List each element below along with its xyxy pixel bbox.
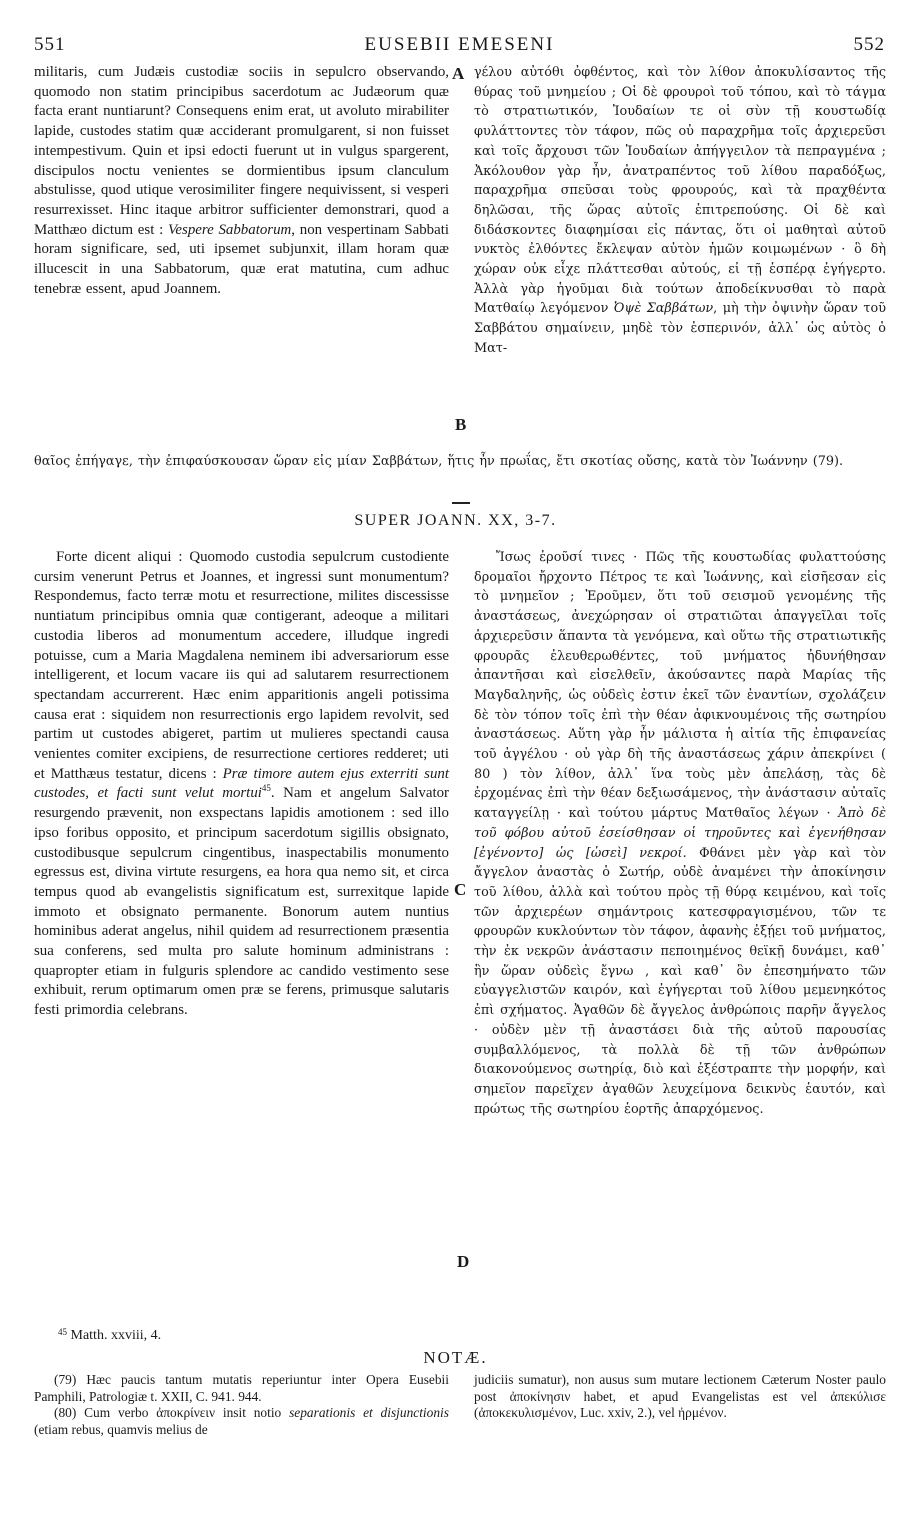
greek-column-mid [474,548,886,1119]
footnote-text: Matth. xxviii, 4. [70,1328,162,1343]
running-title: EUSEBII EMESENI [364,34,555,55]
notes-column-left [34,1372,449,1438]
note-80-continued: judiciis sumatur), non ausus sum mutare lectionem Cæterum Noster paulo post ἀποκίνησιν habet, et apud Evangelistas est vel ἀπεκύλισε (ἀποκεκυλισμένον, Luc. xxiv, 2.), vel ἠρμένον. [474,1372,886,1420]
latin-italic-citation: Præ timore autem ejus exterriti sunt custodes, et facti sunt velut mortui [34,765,449,802]
margin-letter-a: A [452,64,465,83]
page-number-right: 552 [853,34,885,55]
greek-span-text: θαῖος ἐπήγαγε, τὴν ἐπιφαύσκουσαν ὥραν εἰς μίαν Σαββάτων, ἥτις ἦν πρωΐας, ἔτι σκοτίας οὔσης, κατὰ τὸν Ἰωάννην (79). [34,454,844,469]
page-number-left: 551 [34,34,66,55]
footnote-marker: 45 [261,783,271,794]
greek-span-line [34,452,886,472]
footnote-number: 45 [58,1327,67,1337]
margin-letter-d: D [457,1252,470,1271]
page-header [34,34,885,58]
latin-text-top: militaris, cum Judæis custodiæ sociis in sepulcro observando, quomodo non statim principibus sacerdotum ac Judæorum quæ facta erant nuntiarunt? Consequens enim erat, ut avoluto mirabiliter lapide, custodes statim quæ acciderant promulgarent, si non fuisset intempestivum. Quin et ipsi edocti fuerunt ut in vulgus spargerent, discipulos noctu venientes se dormientibus ipsum clanculum abstulisse, quod utique verosimiliter fingere nequivissent, si vesperi resurrexisset. Hinc itaque arbitror sufficienter demonstrari, quod a Matthæo dictum est : [34,64,449,238]
footnote [58,1328,161,1344]
latin-column-mid [34,548,449,1021]
latin-text-mid-2: . Nam et angelum Salvator resurgendo prævenit, non exspectans lapidis amotionem : sed illo ipso foribus opposito, et principum sacerdotum sigillis obsignato, custodibusque sepulcrum cingentibus, inaspectabilis monumento egressus est, divina virtute resurgens, ea hora qua nemo sit, et circa tempus quod ab evangelistis significatum est, surrexitque lapide immoto et obsignato permanente. Bonorum autem nuntius hominibus aderat angelus, nihil quidem ad resurrectionem præsentia sua conferens, sed multa pro salute hominum administrans : quapropter etiam in fulguris splendore ac candido vestimento sese exhibuit, rerum optimarum omen præ se ferens, primusque salutaris festi primordia celebrans. [34,785,449,1019]
greek-italic-quote: Ὀψὲ Σαββάτων [613,301,714,317]
greek-text-mid-1: Ἴσως ἐροῦσί τινες · Πῶς τῆς κουστωδίας φυλαττούσης δρομαῖοι ἤρχοντο Πέτρος τε καὶ Ἰωάννης, καὶ εἰσῆεσαν εἰς τὸ μνημεῖον ; Ἐροῦμεν, ὅτι τοῦ σεισμοῦ γενομένης τῆς ἀναστάσεως, ἀνεχώρησαν οἱ στρατιῶται ἀπαγγεῖλαι τοῖς ἀρχιερεῦσιν ἅπαντα τὰ γενόμενα, καὶ οὕτω τῆς στρατιωτικῆς φρουρᾶς ἐλευθερωθέντες, τοῦ μνήματος ἠδυνήθησαν ἀπαντῆσαι καὶ εἰσελθεῖν, ἀκούσαντες παρὰ Μαρίας τῆς Μαγδαληνῆς, ὡς οὐδεὶς ἐστιν ἐκεῖ τῶν ἐναντίων, σχολάζειν δὲ τὸν τόπον τοῖς ἐπὶ τὴν θέαν ἀφικνουμένοις τῆς σωτηρίου ἀναστάσεως. Αὕτη γὰρ ἦν μάλιστα ἡ αἰτία τῆς ἐπιφανείας τοῦ ἀγγέλου · οὐ γὰρ δὴ τῆς ἀναστάσεως χάριν ἀπεκρίνει ( 80 ) τὸν λίθον, ἀλλ᾽ ἵνα τοὺς μὲν ἀπελάσῃ, τὰς δὲ ἐρχομένας ἐπὶ τὴν θέαν δεξιωσάμενος, τὴν ἀνάστασιν αὐταῖς καταγγείλῃ · καὶ τούτου μάρτυς Ματθαῖος λέγων · [474,550,886,822]
margin-letter-b: B [455,415,467,434]
notes-column-right [474,1372,886,1422]
greek-column-top [474,63,886,359]
greek-text-top-end: , μὴ τὴν ὀψινὴν ὥραν τοῦ Σαββάτου σημαίνειν, μηδὲ τὸν ἑσπερινόν, ἀλλ᾽ ὡς αὐτὸς ὁ Ματ- [474,301,886,356]
section-divider [452,502,470,504]
note-79: (79) Hæc paucis tantum mutatis reperiuntur inter Opera Eusebii Pamphili, Patrologiæ t. XXII, C. 941. 944. [34,1372,449,1404]
note-80-text-a: (80) Cum verbo ἀποκρίνειν insit notio [54,1405,282,1420]
greek-text-top: γέλου αὐτόθι ὀφθέντος, καὶ τὸν λίθον ἀποκυλίσαντος τῆς θύρας τοῦ μνημείου ; Οἱ δὲ φρουροὶ τοῦ τόπου, καὶ τὸ τάγμα τὸ στρατιωτικόν, Ἰουδαίων τε οἱ σὺν τῇ κουστωδίᾳ φυλάττοντες τὸν τάφον, πῶς οὐ παραχρῆμα τοῖς ἀρχιερεῦσι καὶ τοῖς ἄρχουσι τῶν Ἰουδαίων ἀπήγγειλον τὰ πεπραγμένα ; Ἀκόλουθον γὰρ ἦν, ἀνατραπέντος τοῦ λίθου παραδόξως, παραχρῆμα σπεῦσαι τοὺς φρουρούς, καὶ τὰ πραχθέντα δηλῶσαι, τῆς ὥρας αὐτοῖς ἐπιτρεπούσης. Οἱ δὲ καὶ διδάσκοντες διαφημίσαι εἰς πάντας, ὅτι οἱ μαθηταὶ αὐτοῦ νυκτὸς ἐλθόντες ἔκλεψαν αὐτὸν ἡμῶν κοιμωμένων · ὃ δὴ χώραν οὐκ εἶχε πλάττεσθαι αὐτούς, εἰ τῇ ἑσπέρᾳ ἐγήγερτο. Ἀλλὰ γὰρ ἡγοῦμαι διὰ τούτων ἀποδείκνυσθαι τὸ παρὰ Ματθαίῳ λεγόμενον [474,65,886,317]
margin-letter-c: C [454,880,467,899]
latin-italic-quote: Vespere Sabbatorum [167,221,292,238]
notes-title: NOTÆ. [423,1348,488,1367]
note-80 [34,1405,449,1438]
note-80-italic: separationis et disjunctionis [289,1405,449,1420]
greek-text-mid-2: Φθάνει μὲν γὰρ καὶ τὸν ἄγγελον ἀναστὰς ὁ Σωτήρ, οὐδὲ ἀναμένει τὴν ἀποκίνησιν τοῦ λίθου, ἀλλὰ καὶ τούτου πρὸς τῇ θύρᾳ κειμένου, καὶ τοῖς τῶν ἀρχιερέων σημάντροις κατεσφραγισμένου, τῶν τε φρουρῶν κυκλούντων τὸν τάφον, ἀφανὴς ἐξῄει τοῦ μνήματος, τὴν ἐκ νεκρῶν ἀνάστασιν πεποιημένος θεϊκῇ δυνάμει, καθ᾽ ἣν ὥραν οὐδεὶς ἔγνω , καὶ καθ᾽ ὃν ἐπεσημήνατο τῶν εὐαγγελιστῶν καιρόν, καὶ ἐγήγερται τοῦ λίθου μεμενηκότος ἐπὶ σχήματος. Ἀγαθῶν δὲ ἄγγελος ἀνθρώποις παρῆν ἄγγελος · οὐδὲν μὲν τῇ ἀναστάσει διὰ τῆς αὐτοῦ παρουσίας συμβαλλόμενος, τὰ πολλὰ δὲ τῇ τῶν ἀνθρώπων διακονούμενος σωτηρίᾳ, διὸ καὶ ἐξέστραπτε τὴν μορφήν, καὶ σημεῖον παρεῖχεν ἀγαθῶν λευχείμονα δεικνὺς ἑαυτόν, καὶ πρώτως τῆς σωτηρίου ἑορτῆς ἀπαρχόμενος. [474,845,886,1117]
note-80-text-b: (etiam rebus, quamvis melius de [34,1421,208,1437]
latin-text-mid-1: Forte dicent aliqui : Quomodo custodia sepulcrum custodiente cursim venerunt Petrus et Joannes, et ingressi sunt monumentum? Respondemus, facto terræ motu et resurrectione, milites discessisse nuntiatum principibus omnia quæ contigerant, adeoque a militari custodia liberos ad monumentum accedere, illudque ingredi potuisse, cum a Maria Magdalena neminem ibi adversariorum esse intelligerent, et locum vacare iis qui ad salutarem resurrectionem spectandam accurrerent. Hæc enim apparitionis angeli potissima causa erat : siquidem non resurrectionis ergo lapidem revolvit, sed partim ut custodes abigeret, partim ut mulieres spectandi causa venientes comiter excipiens, de resurrectione certiores redderet; uti et Matthæus testatur, dicens : [34,549,449,782]
greek-italic-citation: Ἀπὸ δὲ τοῦ φόβου αὐτοῦ ἐσείσθησαν οἱ τηροῦντες καὶ ἐγενήθησαν [ἐγένοντο] ὡς [ὡσεὶ] νεκροί. [474,806,886,861]
section-heading: SUPER JOANN. XX, 3-7. [354,512,557,529]
latin-text-top-end: , non vespertinam Sabbati horam significare, sed, uti ipsemet subjunxit, illam horam quæ illucescit in una Sabbatorum, quæ erat matutina, cum adhuc tenebræ essent, apud Joannem. [34,221,450,297]
latin-column-top [34,63,449,299]
